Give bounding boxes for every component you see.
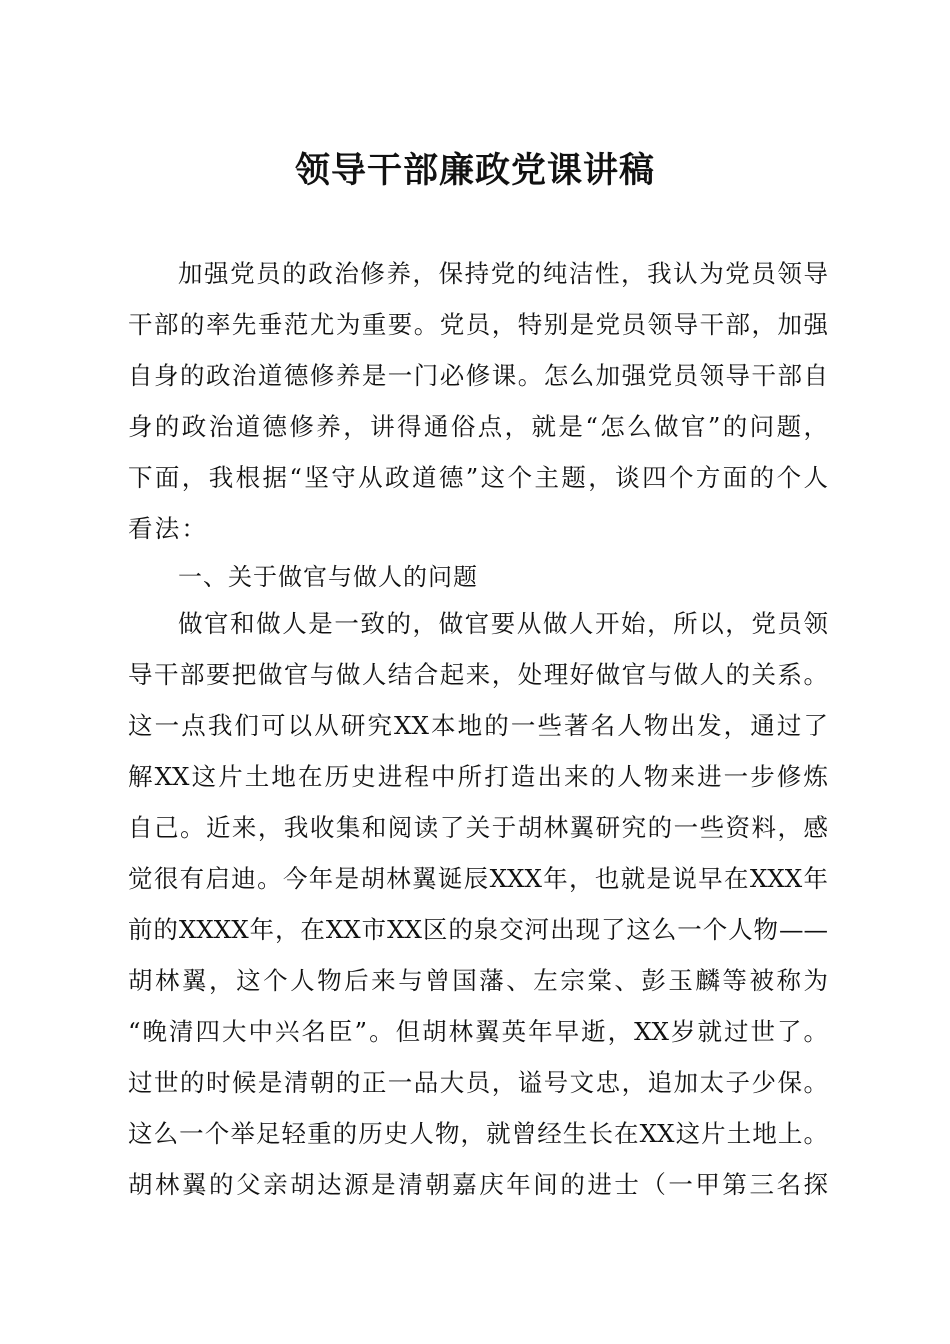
paragraph-line: 做官和做人是一致的，做官要从做人开始，所以，党员领 (178, 609, 828, 638)
paragraph-line: 这么一个举足轻重的历史人物，就曾经生长在XX这片土地上。 (128, 1119, 828, 1148)
section-heading: 一、关于做官与做人的问题 (178, 563, 478, 591)
paragraph-line: 看法： (128, 514, 209, 543)
paragraph-line: 自身的政治道德修养是一门必修课。怎么加强党员领导干部自 (128, 361, 828, 390)
paragraph-line: 身的政治道德修养，讲得通俗点，就是“怎么做官”的问题， (128, 412, 828, 441)
paragraph-line: 加强党员的政治修养，保持党的纯洁性，我认为党员领导 (178, 259, 828, 288)
paragraph-line: 胡林翼的父亲胡达源是清朝嘉庆年间的进士（一甲第三名探 (128, 1170, 828, 1199)
paragraph-line: 胡林翼，这个人物后来与曾国藩、左宗棠、彭玉麟等被称为 (128, 966, 828, 995)
paragraph-line: 前的XXXX年，在XX市XX区的泉交河出现了这么一个人物—— (128, 915, 828, 944)
paragraph-line: 自己。近来，我收集和阅读了关于胡林翼研究的一些资料，感 (128, 813, 828, 842)
paragraph-line: 过世的时候是清朝的正一品大员，谥号文忠，追加太子少保。 (128, 1068, 828, 1097)
paragraph-line: 解XX这片土地在历史进程中所打造出来的人物来进一步修炼 (128, 762, 828, 791)
paragraph-line: 下面，我根据“坚守从政道德”这个主题，谈四个方面的个人 (128, 463, 828, 492)
document-title: 领导干部廉政党课讲稿 (294, 151, 655, 191)
paragraph-line: 导干部要把做官与做人结合起来，处理好做官与做人的关系。 (128, 660, 828, 689)
paragraph-line: 干部的率先垂范尤为重要。党员，特别是党员领导干部，加强 (128, 310, 828, 339)
paragraph-line: 觉很有启迪。今年是胡林翼诞辰XXX年，也就是说早在XXX年 (128, 864, 828, 893)
paragraph-line: 这一点我们可以从研究XX本地的一些著名人物出发，通过了 (128, 711, 828, 740)
paragraph-line: “晚清四大中兴名臣”。但胡林翼英年早逝，XX岁就过世了。 (128, 1017, 828, 1046)
